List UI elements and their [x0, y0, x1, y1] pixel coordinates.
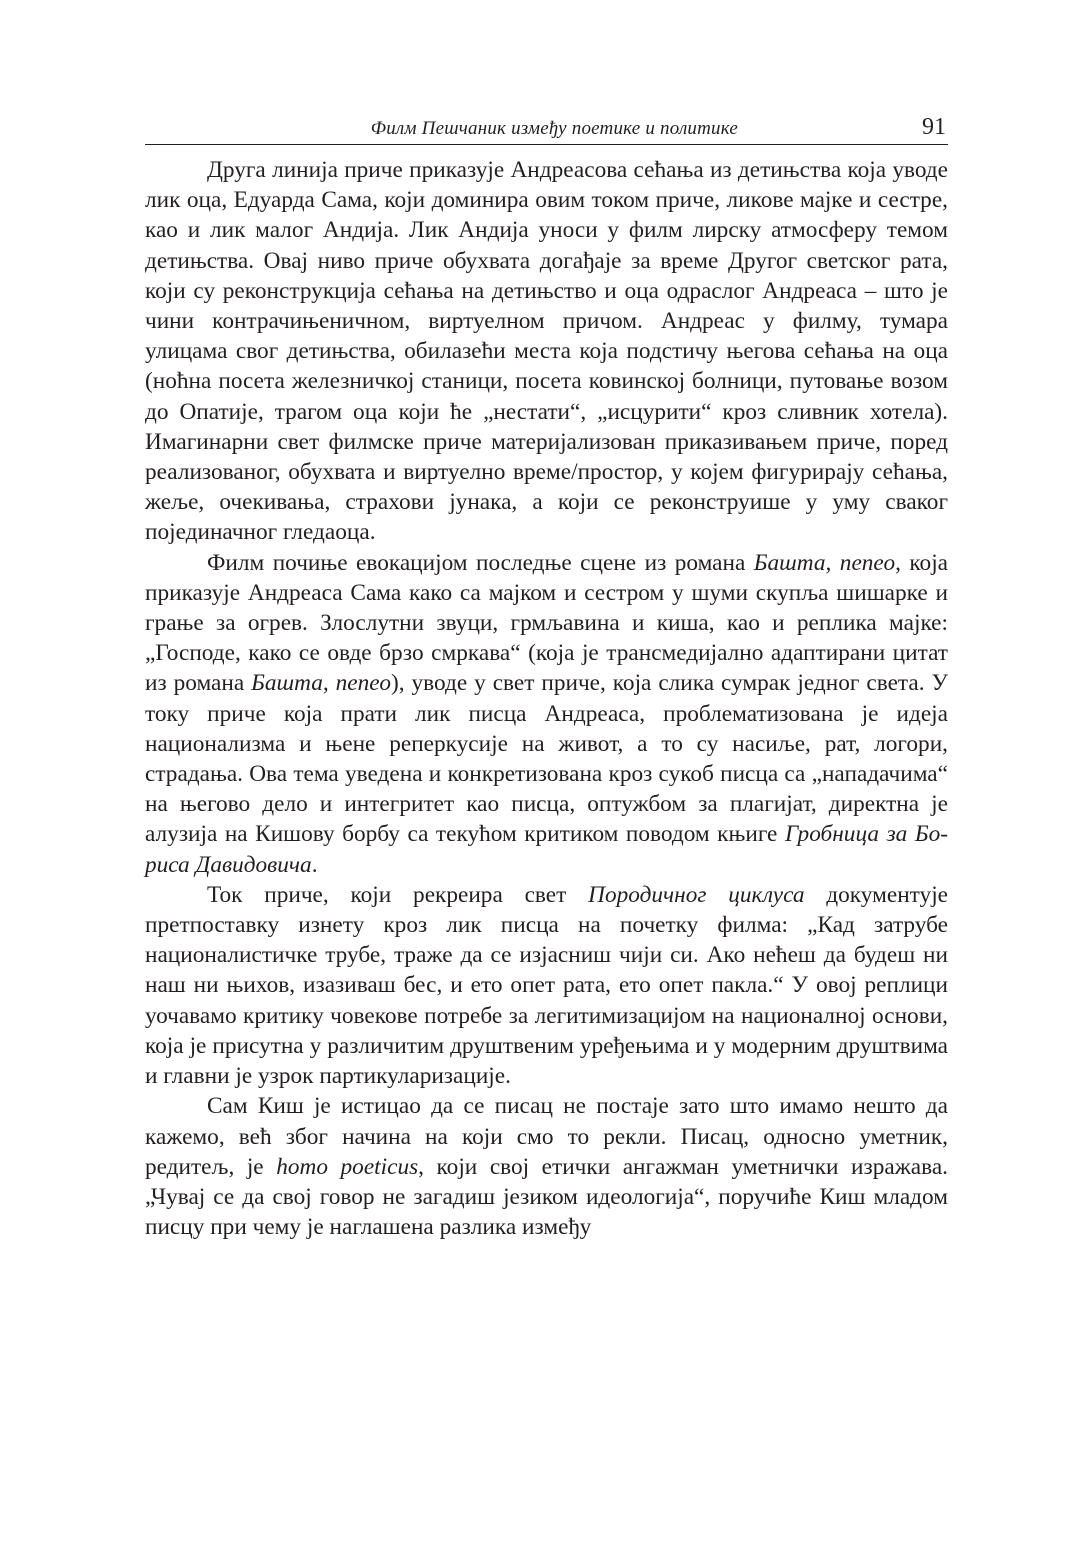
book-title-basta-pepeo: Башта, пепео	[753, 549, 896, 576]
paragraph-2-text: .	[311, 851, 318, 878]
running-title: Филм Пешчаник између поетике и политике	[370, 118, 738, 139]
running-header	[145, 112, 948, 145]
book-title-porodicni-ciklus: Породичног циклуса	[588, 881, 805, 908]
paragraph-2	[145, 548, 948, 880]
paragraph-3-text: документује претпоставку изнету кроз лик писца на почетку филма: „Кад затрубе националистичке трубе, траже да се изјасниш чији си. Ако нећеш да будеш ни наш ни њихов, изазиваш бес, и ето опет рата, ето опет пакла.“ У овој реплици уочавамо критику човекове потребе за легитимизацијом на националној основи, која је присутна у различитим друштвеним уређењима и у модерним друштвима и главни је узрок партикуларизације.	[145, 881, 949, 1090]
paragraph-3	[145, 880, 948, 1091]
paragraph-2-text: ), уводе у свет приче, која слика сумрак једног света. У току приче која прати лик писца Андреаса, проблематизована је идеја национализма и њене реперкусије на живот, а то су насиље, рат, логори, страдања. Ова тема уведена и конкретизована кроз сукоб писца са „нападачима“ на његово дело и интегритет као писца, оптужбом за плагијат, директна је алузија на Кишову борбу са текућом критиком поводом књиге	[145, 670, 948, 848]
book-title-grobnica: Гробница за Бориса Давидовича	[145, 821, 948, 878]
book-title-basta-pepeo: Башта, пепео	[251, 670, 391, 697]
paragraph-2-text: Филм почиње евокацијом последње сцене из романа	[207, 549, 754, 576]
paragraph-4-text: , који свој етички ангажман уметнички изражава. „Чувај се да свој говор не загадиш језиком идеологија“, поручиће Киш младом писцу при чему је наглашена разлика између	[145, 1153, 948, 1241]
body-text	[145, 155, 948, 1242]
paragraph-4-text: Сам Киш је истицао да се писац не постаје зато што имамо нешто да кажемо, већ због начина на који смо то рекли. Писац, односно уметник, редитељ, је	[145, 1093, 948, 1180]
page-number: 91	[922, 114, 946, 140]
term-homo-poeticus: homo poeticus	[276, 1153, 419, 1180]
paragraph-4	[145, 1091, 948, 1242]
paragraph-3-text: Ток приче, који рекреира свет	[207, 881, 589, 908]
paragraph-1	[145, 155, 948, 548]
book-page	[145, 112, 948, 1242]
paragraph-2-text: , која приказује Андреаса Сама како са мајком и сестром у шуми скупља шишарке и грање за огрев. Злослутни звуци, грмљавина и киша, као и реплика мајке: „Господе, како се овде брзо смркава“ (која је трансмедијално адаптирани цитат из романа	[145, 549, 949, 697]
paragraph-1-text: Друга линија приче приказује Андреасова сећања из детињства која уводе лик оца, Едуарда Сама, који доминира овим током приче, ликове мајке и сестре, као и лик малог Андија. Лик Андија уноси у филм лирску атмосферу темом детињства. Овај ниво приче обухвата догађаје за време Другог светског рата, који су реконструкција сећања на детињство и оца одраслог Андреаса – што је чини контрачињеничном, виртуелном причом. Андреас у филму, тумара улицама свог детињства, обилазећи места која подстичу његова сећања на оца (ноћна посета железничкој станици, посета ковинској болници, путовање возом до Опатије, трагом оца који ће „нестати“, „исцурити“ кроз сливник хотела). Имагинарни свет филмске приче материјализован приказивањем приче, поред реализованог, обухвата и виртуелно време/простор, у којем фигурирају сећања, жеље, очекивања, страхови јунака, а који се реконструише у уму сваког појединачног гледаоца.	[145, 157, 948, 546]
